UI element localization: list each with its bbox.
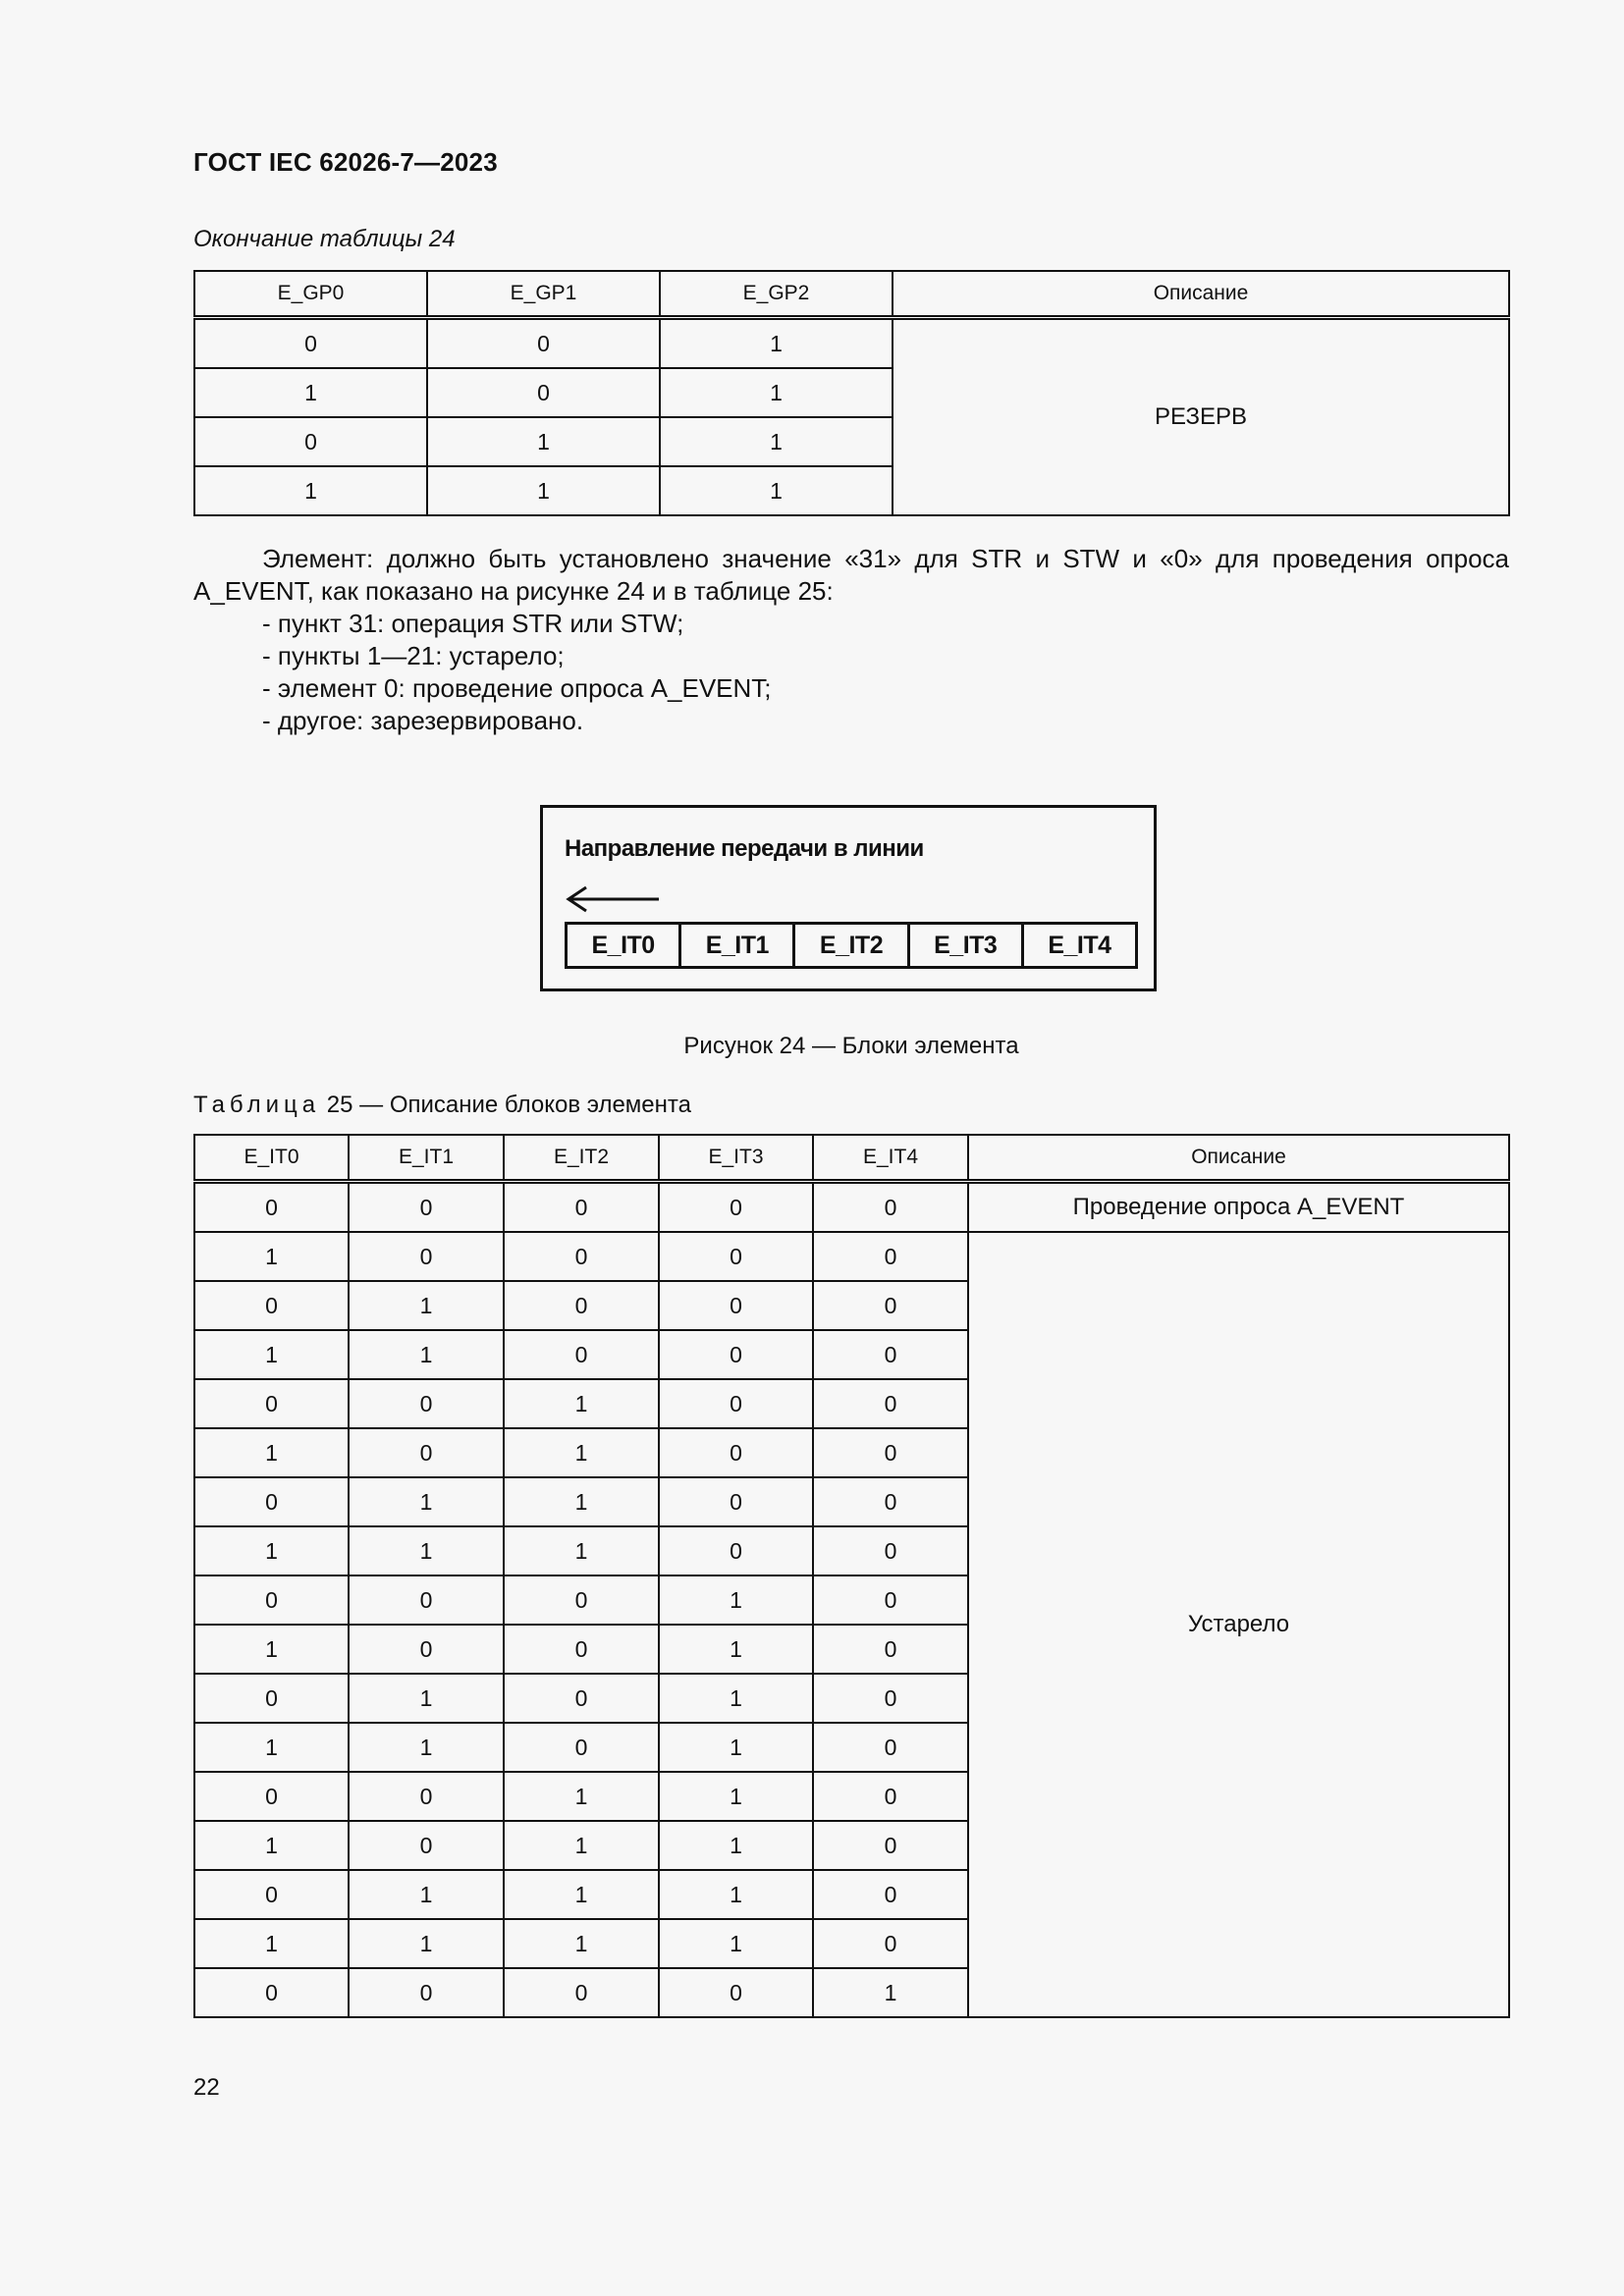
- table-cell: 0: [349, 1428, 504, 1477]
- table-cell: 1: [504, 1870, 659, 1919]
- table-cell: 1: [659, 1625, 813, 1674]
- table-cell: 1: [660, 417, 893, 466]
- list-item: - элемент 0: проведение опроса A_EVENT;: [262, 672, 1509, 705]
- table-cell: 0: [349, 1232, 504, 1281]
- table-cell: 0: [813, 1379, 968, 1428]
- page-number: 22: [193, 2074, 220, 2101]
- list-item: - другое: зарезервировано.: [262, 705, 1509, 737]
- table-header-row: [194, 271, 1509, 318]
- table-cell: 0: [504, 1575, 659, 1625]
- element-block: E_IT3: [910, 925, 1024, 966]
- left-arrow-icon: [565, 884, 663, 914]
- table-cell: 0: [349, 1821, 504, 1870]
- table-cell: 0: [659, 1330, 813, 1379]
- table-24: [193, 270, 1510, 516]
- table-cell: 1: [660, 466, 893, 515]
- table-cell: 1: [660, 368, 893, 417]
- table-cell: 1: [349, 1870, 504, 1919]
- table-cell: 1: [194, 1625, 349, 1674]
- table-cell: 0: [504, 1968, 659, 2017]
- table-cell: 1: [504, 1919, 659, 1968]
- body-paragraph: [193, 543, 1509, 737]
- table-cell: 0: [504, 1182, 659, 1233]
- list-item: - пункт 31: операция STR или STW;: [262, 608, 1509, 640]
- table-cell: 0: [813, 1870, 968, 1919]
- table-cell: 0: [194, 1281, 349, 1330]
- table-cell: 0: [659, 1526, 813, 1575]
- table-cell: 0: [813, 1772, 968, 1821]
- table-cell: 1: [504, 1821, 659, 1870]
- table-cell: 0: [194, 1379, 349, 1428]
- table-cell: 1: [427, 466, 660, 515]
- table-cell: 0: [349, 1625, 504, 1674]
- element-block: E_IT2: [795, 925, 909, 966]
- table-cell: 0: [659, 1428, 813, 1477]
- table-cell: 1: [194, 1919, 349, 1968]
- figure-title: Направление передачи в линии: [565, 835, 924, 862]
- table-cell: 0: [659, 1379, 813, 1428]
- table-cell: 0: [813, 1723, 968, 1772]
- table-cell: 0: [194, 417, 427, 466]
- table-cell: 0: [813, 1625, 968, 1674]
- table-cell: 0: [504, 1674, 659, 1723]
- table-cell: 0: [194, 1182, 349, 1233]
- table-cell: 1: [349, 1477, 504, 1526]
- table-25-caption: [193, 1092, 691, 1119]
- description-cell-reserved: РЕЗЕРВ: [893, 318, 1509, 516]
- table-cell: 0: [813, 1232, 968, 1281]
- table-cell: 0: [659, 1281, 813, 1330]
- table-cell: 1: [349, 1330, 504, 1379]
- table-cell: 1: [659, 1674, 813, 1723]
- table-cell: 1: [659, 1919, 813, 1968]
- table-cell: 1: [194, 466, 427, 515]
- table-cell: 1: [813, 1968, 968, 2017]
- element-block: E_IT4: [1048, 931, 1111, 959]
- table-cell: 1: [194, 1526, 349, 1575]
- column-header: E_IT1: [349, 1135, 504, 1182]
- table-cell: 0: [349, 1182, 504, 1233]
- table-25: [193, 1134, 1510, 2018]
- table-cell: 0: [194, 1772, 349, 1821]
- column-header: E_IT0: [194, 1135, 349, 1182]
- table-cell: 1: [659, 1821, 813, 1870]
- table-cell: 1: [659, 1575, 813, 1625]
- column-header: E_IT2: [504, 1135, 659, 1182]
- table-cell: 0: [504, 1625, 659, 1674]
- table-cell: 0: [504, 1330, 659, 1379]
- table-cell: 1: [427, 417, 660, 466]
- table-cell: 1: [659, 1772, 813, 1821]
- table-cell: 0: [504, 1232, 659, 1281]
- document-header: ГОСТ IEC 62026-7—2023: [193, 147, 498, 177]
- element-block: E_IT0: [568, 925, 681, 966]
- table-label: Таблица: [193, 1092, 321, 1118]
- table-cell: 0: [194, 1674, 349, 1723]
- table-cell: 0: [504, 1723, 659, 1772]
- table-title: 25 — Описание блоков элемента: [326, 1092, 691, 1118]
- list-item: - пункты 1—21: устарело;: [262, 640, 1509, 672]
- table-cell: 1: [504, 1379, 659, 1428]
- column-header: Описание: [893, 271, 1509, 318]
- table-cell: 0: [813, 1182, 968, 1233]
- paragraph-intro: Элемент: должно быть установлено значение «31» для STR и STW и «0» для проведения опроса A_EVENT, как показано на рисунке 24 и в таблице 25:: [193, 544, 1509, 606]
- table-cell: 0: [194, 1870, 349, 1919]
- table-cell: 1: [349, 1723, 504, 1772]
- element-block: E_IT1: [681, 925, 795, 966]
- description-cell-obsolete: Устарело: [968, 1232, 1509, 2017]
- table-cell: 1: [349, 1526, 504, 1575]
- table-cell: 1: [504, 1526, 659, 1575]
- table-cell: 1: [194, 1723, 349, 1772]
- table-cell: 0: [813, 1919, 968, 1968]
- column-header: E_GP1: [427, 271, 660, 318]
- table-cell: 0: [194, 1575, 349, 1625]
- table-cell: 1: [660, 318, 893, 369]
- column-header: E_GP2: [660, 271, 893, 318]
- table-cell: 0: [194, 1968, 349, 2017]
- table-cell: 1: [194, 368, 427, 417]
- table-cell: 1: [194, 1330, 349, 1379]
- table-cell: 1: [349, 1919, 504, 1968]
- figure-caption: Рисунок 24 — Блоки элемента: [683, 1033, 1019, 1059]
- column-header: Описание: [968, 1135, 1509, 1182]
- table-cell: 0: [813, 1674, 968, 1723]
- table-cell: 0: [813, 1477, 968, 1526]
- table-cell: 0: [349, 1575, 504, 1625]
- table-cell: 0: [813, 1428, 968, 1477]
- table-cell: 0: [813, 1281, 968, 1330]
- table-cell: 0: [194, 318, 427, 369]
- table-row: [194, 318, 1509, 369]
- table-cell: 0: [813, 1821, 968, 1870]
- table-cell: 1: [194, 1428, 349, 1477]
- table-cell: 0: [504, 1281, 659, 1330]
- table-cell: 1: [504, 1772, 659, 1821]
- table-cell: 0: [813, 1526, 968, 1575]
- table-cell: 1: [194, 1232, 349, 1281]
- table-cell: 0: [659, 1477, 813, 1526]
- element-blocks: [565, 922, 1138, 969]
- table-cell: 0: [659, 1232, 813, 1281]
- column-header: E_IT3: [659, 1135, 813, 1182]
- column-header: E_IT4: [813, 1135, 968, 1182]
- bullet-list: [193, 608, 1509, 737]
- table-cell: 1: [194, 1821, 349, 1870]
- table-cell: 0: [349, 1379, 504, 1428]
- figure-24: [540, 805, 1157, 991]
- table-cell: 0: [349, 1968, 504, 2017]
- table-cell: 0: [194, 1477, 349, 1526]
- table-cell: 1: [349, 1281, 504, 1330]
- table-cell: 1: [659, 1723, 813, 1772]
- table-row: [194, 1182, 1509, 1233]
- table-cell: 0: [659, 1182, 813, 1233]
- table-cell: 1: [349, 1674, 504, 1723]
- table-cell: 0: [349, 1772, 504, 1821]
- table-header-row: [194, 1135, 1509, 1182]
- table-cell: 1: [504, 1477, 659, 1526]
- table-cell: 0: [659, 1968, 813, 2017]
- table-row: [194, 1232, 1509, 1281]
- column-header: E_GP0: [194, 271, 427, 318]
- table-24-caption: Окончание таблицы 24: [193, 226, 456, 252]
- table-cell: 0: [427, 368, 660, 417]
- table-cell: 0: [427, 318, 660, 369]
- table-cell: 1: [504, 1428, 659, 1477]
- table-cell: 0: [813, 1330, 968, 1379]
- table-cell: 0: [813, 1575, 968, 1625]
- description-cell-a-event: Проведение опроса A_EVENT: [968, 1182, 1509, 1233]
- table-cell: 1: [659, 1870, 813, 1919]
